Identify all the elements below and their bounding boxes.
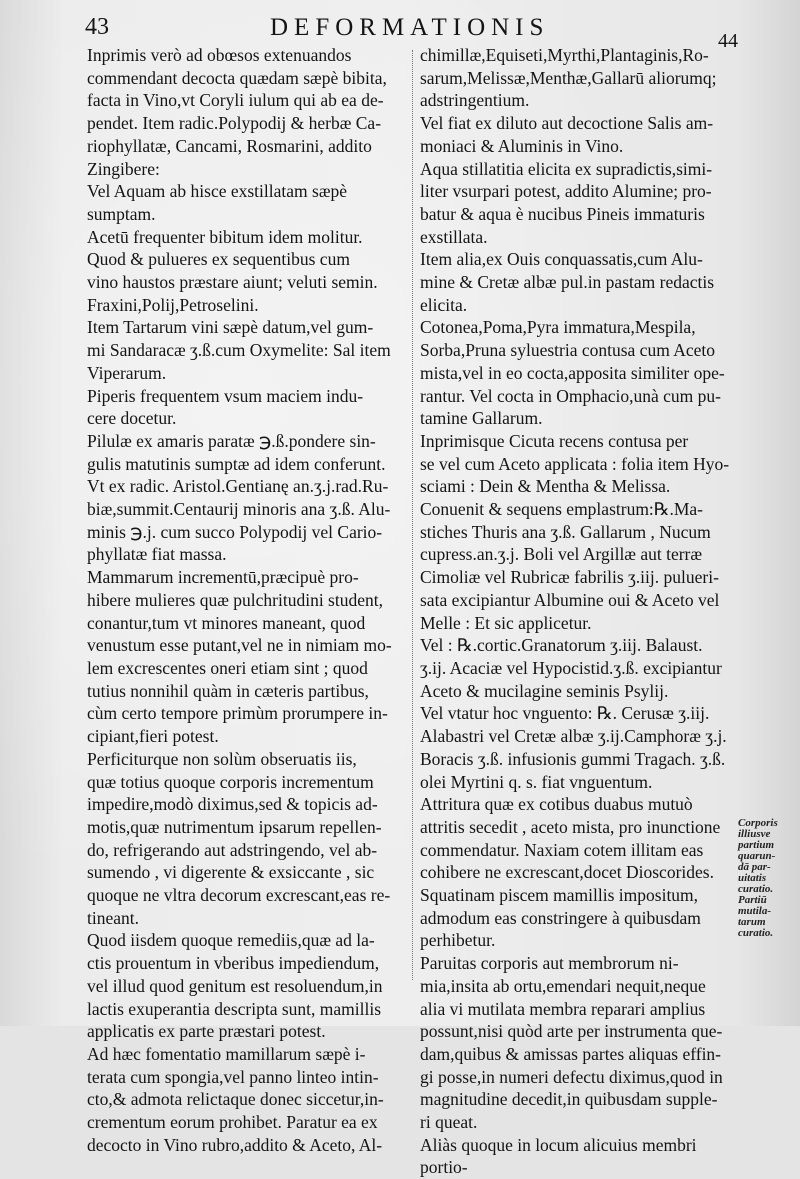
text-line: Fraxini,Polij,Petroselini. xyxy=(87,294,259,315)
text-line: Paruitas corporis aut membrorum ni- xyxy=(420,953,679,974)
text-line: motis,quæ nutrimentum ipsarum repellen- xyxy=(87,816,382,837)
text-line: Cimoliæ vel Rubricæ fabrilis ʒ.iij. pulueri- xyxy=(420,567,719,588)
text-line: Vel vtatur hoc vnguento: ℞. Cerusæ ʒ.iij. xyxy=(420,703,710,724)
text-line: olei Myrtini q. s. fiat vnguentum. xyxy=(420,771,653,792)
text-line: Acetū frequenter bibitum idem molitur. xyxy=(87,226,363,247)
margin-note-line: partium xyxy=(738,839,775,851)
text-line: batur & aqua è nucibus Pineis immaturis xyxy=(420,203,705,224)
text-line: cipiant,fieri potest. xyxy=(87,726,219,747)
text-line: minis ℈.j. cum succo Polypodij vel Cario- xyxy=(87,521,383,542)
text-line: biæ,summit.Centaurij minoris ana ʒ.ß. Alu- xyxy=(87,499,391,520)
text-line: facta in Vino,vt Coryli iulum qui ab ea de- xyxy=(87,90,384,111)
text-line: sumendo , vi digerente & exsiccante , sic xyxy=(87,862,375,883)
text-line: cohibere ne excrescant,docet Dioscorides. xyxy=(420,862,714,883)
text-line: commendant decocta quædam sæpè bibita, xyxy=(87,67,387,88)
text-line: Ad hæc fomentatio mamillarum sæpè i- xyxy=(87,1043,366,1064)
page-number-right: 44 xyxy=(718,30,738,52)
text-line: decocto in Vino rubro,addito & Aceto, Al- xyxy=(87,1134,383,1155)
text-line: magnitudine decedit,in quibusdam supple- xyxy=(420,1089,718,1110)
text-line: crementum eorum prohibet. Paratur ea ex xyxy=(87,1112,378,1133)
text-line: possunt,nisi quòd arte per instrumenta que- xyxy=(420,1021,723,1042)
text-line: elicita. xyxy=(420,294,468,315)
text-line: Perficiturque non solùm obseruatis iis, xyxy=(87,748,357,769)
text-line: Vel fiat ex diluto aut decoctione Salis am- xyxy=(420,113,714,134)
text-line: pendet. Item radic.Polypodij & herbæ Ca- xyxy=(87,113,382,134)
left-text-column xyxy=(87,44,409,1156)
text-line: quæ totius quoque corporis incrementum xyxy=(87,771,374,792)
text-line: quoque ne vltra decorum excrescant,eas re- xyxy=(87,885,391,906)
text-line: chimillæ,Equiseti,Myrthi,Plantaginis,Ro- xyxy=(420,45,709,65)
text-line: Sorba,Pruna syluestria contusa cum Aceto xyxy=(420,340,716,361)
text-line: venustum esse putant,vel ne in nimiam mo- xyxy=(87,635,392,656)
text-line: exstillata. xyxy=(420,226,488,247)
text-line: gulis matutinis sumptæ ad idem conferunt. xyxy=(87,453,386,474)
margin-note-line: tarum xyxy=(738,916,766,928)
text-line: mia,insita ab ortu,emendari nequit,neque xyxy=(420,975,706,996)
text-line: Quod & pulueres ex sequentibus cum xyxy=(87,249,350,270)
text-line: tineant. xyxy=(87,907,139,928)
text-line: vino haustos præstare aiunt; veluti semin. xyxy=(87,272,378,293)
text-line: cupress.an.ʒ.j. Boli vel Argillæ aut terræ xyxy=(420,544,703,565)
text-line: cere docetur. xyxy=(87,408,177,429)
text-line: Squatinam piscem mamillis impositum, xyxy=(420,885,699,906)
text-line: Inprimisque Cicuta recens contusa per xyxy=(420,430,689,451)
text-line: riophyllatæ, Cancami, Rosmarini, addito xyxy=(87,135,372,156)
margin-notes xyxy=(738,818,798,939)
margin-note-line: curatio. xyxy=(738,883,774,895)
text-line: admodum eas constringere à quibusdam xyxy=(420,907,701,928)
text-line: perhibetur. xyxy=(420,930,496,951)
text-line: applicatis ex parte præstari potest. xyxy=(87,1021,326,1042)
text-line: liter vsurpari potest, addito Alumine; pro- xyxy=(420,181,712,202)
page-header xyxy=(0,12,800,52)
text-line: tutius nonnihil quàm in cæteris partibus, xyxy=(87,680,369,701)
text-line: terata cum spongia,vel panno linteo intin- xyxy=(87,1066,379,1087)
text-line: mi Sandaracæ ʒ.ß.cum Oxymelite: Sal item xyxy=(87,340,391,361)
column-divider xyxy=(412,50,413,980)
text-line: Boracis ʒ.ß. infusionis gummi Tragach. ʒ.ß. xyxy=(420,748,726,769)
text-line: hibere mulieres quæ pulchritudini student, xyxy=(87,589,383,610)
text-line: adstringentium. xyxy=(420,90,530,111)
text-line: Zingibere: xyxy=(87,158,160,179)
text-line: Melle : Et sic applicetur. xyxy=(420,612,592,633)
text-line: rantur. Vel cocta in Omphacio,unà cum pu- xyxy=(420,385,721,406)
text-line: lem excrescentes oneri etiam sint ; quod xyxy=(87,657,368,678)
text-line: vel illud quod genitum est resoluendum,in xyxy=(87,975,383,996)
text-line: cùm certo tempore primùm prorumpere in- xyxy=(87,703,388,724)
running-title: DEFORMATIONIS xyxy=(270,14,550,41)
text-line: Aceto & mucilagine seminis Psylij. xyxy=(420,680,669,701)
text-line: Pilulæ ex amaris paratæ ℈.ß.pondere sin- xyxy=(87,430,376,451)
margin-note-line: Partiū xyxy=(738,894,767,906)
text-line: se vel cum Aceto applicata : folia item Hyo- xyxy=(420,453,730,474)
text-line: Alabastri vel Cretæ albæ ʒ.ij.Camphoræ ʒ.j. xyxy=(420,726,727,747)
text-line: impedire,modò diximus,sed & topicis ad- xyxy=(87,794,378,815)
text-line: ʒ.ij. Acaciæ vel Hypocistid.ʒ.ß. excipiantur xyxy=(420,657,722,678)
margin-note-line: quarun- xyxy=(738,850,776,862)
text-line: Item Tartarum vini sæpè datum,vel gum- xyxy=(87,317,374,338)
right-text-column xyxy=(420,44,738,1179)
text-line: Vel : ℞.cortic.Granatorum ʒ.iij. Balaust. xyxy=(420,635,703,656)
text-line: Item alia,ex Ouis conquassatis,cum Alu- xyxy=(420,249,703,270)
text-line: Piperis frequentem vsum maciem indu- xyxy=(87,385,364,406)
text-line: portio- xyxy=(420,1157,468,1178)
text-line: sumptam. xyxy=(87,203,156,224)
text-line: Attritura quæ ex cotibus duabus mutuò xyxy=(420,794,693,815)
text-line: Inprimis verò ad obœsos extenuandos xyxy=(87,45,352,65)
text-line: attritis secedit , aceto mista, pro inunctione xyxy=(420,816,721,837)
text-line: mine & Cretæ albæ pul.in pastam redactis xyxy=(420,272,715,293)
text-line: Aqua stillatitia elicita ex supradictis,simi- xyxy=(420,158,713,179)
margin-note-line: uitatis xyxy=(738,872,767,884)
text-line: moniaci & Aluminis in Vino. xyxy=(420,135,624,156)
text-line: phyllatæ fiat massa. xyxy=(87,544,227,565)
text-line: sarum,Melissæ,Menthæ,Gallarū aliorumq; xyxy=(420,67,717,88)
margin-note-line: curatio. xyxy=(738,927,774,939)
text-line: do, refrigerando aut adstringendo, vel ab- xyxy=(87,839,378,860)
text-line: alia vi mutilata membra reparari amplius xyxy=(420,998,706,1019)
text-line: stiches Thuris ana ʒ.ß. Gallarum , Nucum xyxy=(420,521,711,542)
text-line: ctis prouentum in vberibus impediendum, xyxy=(87,953,380,974)
text-line: Cotonea,Poma,Pyra immatura,Mespila, xyxy=(420,317,696,338)
text-line: Quod iisdem quoque remediis,quæ ad la- xyxy=(87,930,375,951)
margin-note-line: Corporis xyxy=(738,817,778,829)
text-line: Vt ex radic. Aristol.Gentianę an.ʒ.j.rad.Ru- xyxy=(87,476,389,497)
text-line: tamine Gallarum. xyxy=(420,408,543,429)
text-line: dam,quibus & amissas partes aliquas effin- xyxy=(420,1043,722,1064)
text-line: Viperarum. xyxy=(87,362,167,383)
text-line: ri queat. xyxy=(420,1112,478,1133)
margin-note-line: mutila- xyxy=(738,905,772,917)
text-line: lactis exuperantia descripta sunt, mamillis xyxy=(87,998,382,1019)
text-line: mista,vel in eo cocta,apposita similiter ope- xyxy=(420,362,725,383)
page-number-left: 43 xyxy=(85,14,109,40)
text-line: cto,& admota relictaque donec siccetur,in- xyxy=(87,1089,384,1110)
margin-note-line: illiusve xyxy=(738,828,771,840)
text-line: sciami : Dein & Mentha & Melissa. xyxy=(420,476,671,497)
text-line: Conuenit & sequens emplastrum:℞.Ma- xyxy=(420,499,704,520)
margin-note-line: dā par- xyxy=(738,861,771,873)
text-line: conantur,tum vt minores maneant, quod xyxy=(87,612,366,633)
text-line: sata excipiantur Albumine oui & Aceto vel xyxy=(420,589,720,610)
text-line: Aliàs quoque in locum alicuius membri xyxy=(420,1134,697,1155)
text-line: Vel Aquam ab hisce exstillatam sæpè xyxy=(87,181,348,202)
text-line: commendatur. Naxiam cotem illitam eas xyxy=(420,839,704,860)
text-line: gi posse,in numeri defectu diximus,quod in xyxy=(420,1066,723,1087)
text-line: Mammarum incrementū,præcipuè pro- xyxy=(87,567,359,588)
